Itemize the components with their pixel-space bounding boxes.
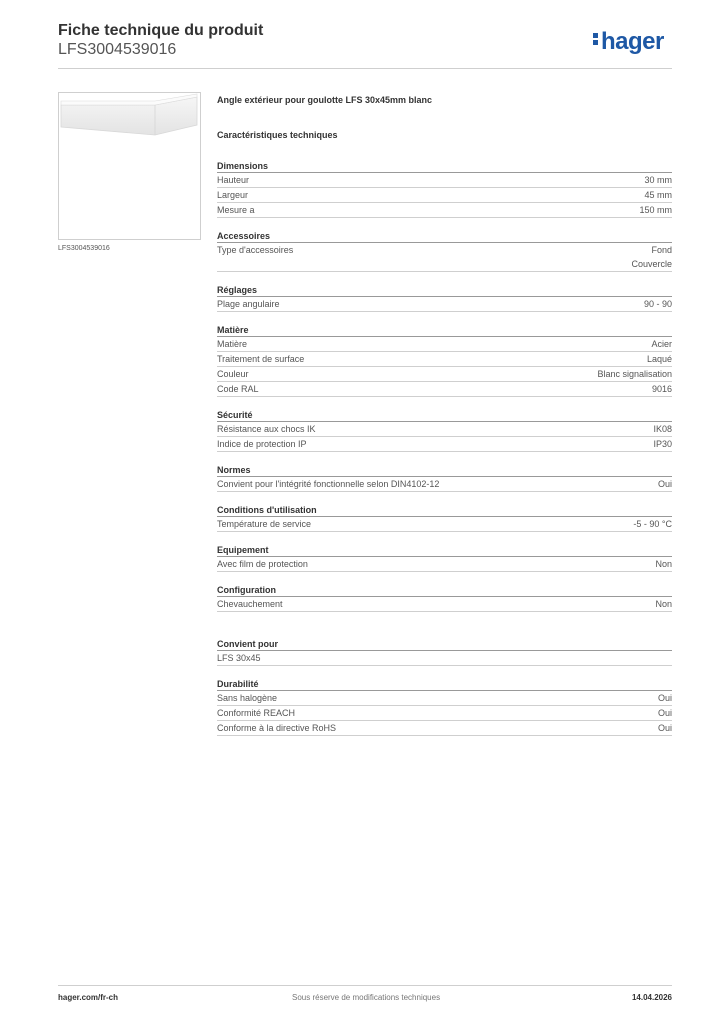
spec-value: Oui [657,708,672,718]
document-header [58,22,263,60]
spec-value: IP30 [653,439,672,449]
spec-row [217,297,672,312]
image-caption: LFS3004539016 [58,245,110,252]
spec-heading: Caractéristiques techniques [217,130,338,140]
spec-label: Température de service [217,519,312,529]
spec-label: Mesure a [217,205,255,215]
spec-value: 150 mm [639,205,672,215]
spec-row [217,203,672,218]
spec-content [217,95,672,736]
hager-logo [593,28,664,56]
section-title: Sécurité [217,407,672,422]
footer-date: 14.04.2026 [631,993,672,1002]
spec-label: Hauteur [217,175,250,185]
spec-section [217,322,672,397]
logo-dots-icon [593,31,599,47]
spec-label: Résistance aux chocs IK [217,424,316,434]
spec-label: Code RAL [217,384,259,394]
spec-row [217,477,672,492]
spec-section [217,676,672,736]
spec-label: Couleur [217,369,249,379]
section-title: Normes [217,462,672,477]
spec-value: 30 mm [644,175,672,185]
section-title: Dimensions [217,158,672,173]
spec-row [217,651,672,666]
spec-row [217,597,672,612]
spec-label: Indice de protection IP [217,439,307,449]
spec-row [217,367,672,382]
spec-section [217,636,672,666]
spec-label: Convient pour l'intégrité fonctionnelle selon DIN4102-12 [217,479,440,489]
section-title: Accessoires [217,228,672,243]
spec-value: Non [655,559,672,569]
section-title: Convient pour [217,636,672,651]
spec-label: LFS 30x45 [217,653,261,663]
spec-section [217,462,672,492]
section-title: Réglages [217,282,672,297]
section-title: Conditions d'utilisation [217,502,672,517]
spec-value: Oui [657,723,672,733]
spec-label: Chevauchement [217,599,283,609]
spec-label: Largeur [217,190,249,200]
section-title: Durabilité [217,676,672,691]
spec-value: Oui [657,693,672,703]
header-divider [58,68,672,69]
spec-row [217,337,672,352]
spec-row [217,352,672,367]
spec-label: Plage angulaire [217,299,280,309]
spec-row [217,721,672,736]
spec-label: Sans halogène [217,693,278,703]
spec-section [217,542,672,572]
spec-label: Conformité REACH [217,708,296,718]
product-reference: LFS3004539016 [58,41,177,58]
spec-value: Non [655,599,672,609]
spec-row [217,557,672,572]
spec-row [217,706,672,721]
logo-text: hager [601,28,664,55]
spec-value: IK08 [653,424,672,434]
spec-sections [217,158,672,736]
footer-disclaimer: Sous réserve de modifications techniques [292,993,441,1002]
spec-row [217,173,672,188]
spec-value: Oui [657,479,672,489]
spec-section [217,228,672,272]
footer-divider [58,985,672,986]
spec-value: Fond Couvercle [631,245,672,269]
section-title: Equipement [217,542,672,557]
spec-value: 45 mm [644,190,672,200]
spec-row [217,382,672,397]
spec-label: Traitement de surface [217,354,305,364]
product-image [58,92,201,240]
spec-value: Acier [651,339,672,349]
section-title: Matière [217,322,672,337]
spec-label: Conforme à la directive RoHS [217,723,337,733]
document-title: Fiche technique du produit [58,22,264,39]
spec-row [217,422,672,437]
footer-website-link[interactable]: hager.com/fr-ch [58,993,119,1002]
spec-value: 90 - 90 [643,299,672,309]
spec-value: -5 - 90 °C [633,519,672,529]
spec-section [217,502,672,532]
spec-row [217,243,672,272]
spec-section [217,582,672,612]
spec-value: 9016 [651,384,672,394]
section-title: Configuration [217,582,672,597]
spec-row [217,188,672,203]
spec-section [217,282,672,312]
spec-row [217,517,672,532]
spec-value: Laqué [646,354,672,364]
product-title: Angle extérieur pour goulotte LFS 30x45mm blanc [217,95,433,105]
spec-section [217,158,672,218]
spec-row [217,437,672,452]
spec-label: Avec film de protection [217,559,308,569]
spec-section [217,407,672,452]
corner-profile-icon [59,93,200,239]
spec-label: Type d'accessoires [217,245,294,255]
spec-label: Matière [217,339,248,349]
spec-value: Blanc signalisation [597,369,672,379]
spec-row [217,691,672,706]
